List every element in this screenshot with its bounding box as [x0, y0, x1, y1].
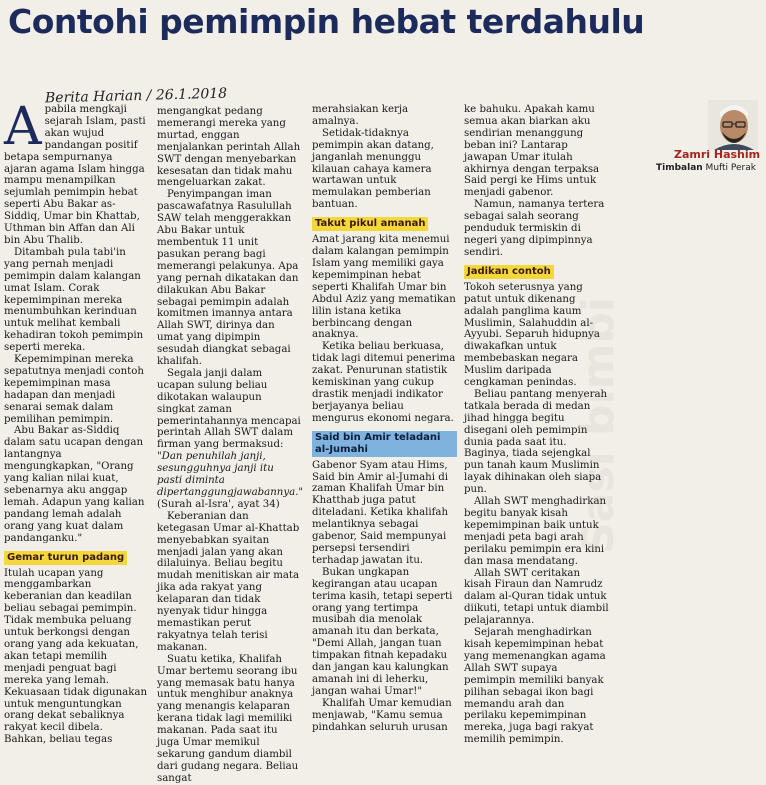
paragraph: Suatu ketika, Khalifah Umar bertemu seorang ibu yang memasak batu hanya untuk menghibur anaknya yang menangis kelaparan kerana tidak lagi memiliki makanan. Pada saat itu juga Umar memikul sekarung gandum diambil dari gudang negara. Beliau sangat	[157, 653, 299, 784]
column-4	[464, 104, 610, 746]
author-box	[616, 100, 762, 173]
paragraph: Bukan ungkapan kegirangan atau ucapan terima kasih, tetapi seperti orang yang tertimpa musibah dia menolak amanah itu dan berkata, "Demi Allah, jangan tuan timpakan fitnah kepadaku dan jangan kau kalungkan amanah ini di leherku, jangan wahai Umar!"	[312, 566, 453, 697]
dropcap: A	[4, 97, 42, 157]
paragraph: ke bahuku. Apakah kamu semua akan biarkan aku sendirian menanggung beban ini? Lantarap jawapan Umar itulah akhirnya dengan terpaksa Said pergi ke Hims untuk menjadi gabenor.	[464, 104, 600, 199]
subheading-takut-pikul-amanah: Takut pikul amanah	[312, 217, 428, 231]
paragraph	[157, 368, 302, 511]
paragraph: Tokoh seterusnya yang patut untuk dikenang adalah panglima kaum Muslimin, Salahuddin al-Ayyubi. Separuh hidupnya diwakafkan untuk membebaskan negara Muslim daripada cengkaman penindas.	[464, 281, 600, 389]
paragraph: mengangkat pedang memerangi mereka yang murtad, enggan menjalankan perintah Allah SWT dengan menyebarkan kesesatan dan tidak mahu mengeluarkan zakat.	[157, 106, 301, 189]
headline: Contohi pemimpin hebat terdahulu	[8, 2, 645, 41]
paragraph: Gabenor Syam atau Hims, Said bin Amir al-Jumahi di zaman Khalifah Umar bin Khatthab juga patut diteladani. Ketika khalifah melantiknya sebagai gabenor, Said mempunyai persepsi tersendiri terhadap jawatan itu.	[312, 459, 449, 566]
paragraph: Allah SWT menghadirkan begitu banyak kisah kepemimpinan baik untuk menjadi peta bagi arah perilaku pemimpin era kini dan masa mendatang.	[464, 496, 607, 567]
author-photo	[708, 100, 758, 150]
intro-text: pabila mengkaji sejarah Islam, pasti akan wujud pandangan positif betapa sempurnanya ajaran agama Islam hingga mampu menampilkan sejumlah pemimpin hebat seperti Abu Bakar as-Siddiq, Umar bin Khattab, Uthman bin Affan dan Ali bin Abu Thalib.	[4, 104, 146, 246]
paragraph: Itulah ucapan yang menggambarkan keberanian dan keadilan beliau sebagai pemimpin. Tidak membuka peluang untuk berkongsi dengan orang yang ada kekuatan, akan tetapi memilih menjadi penguat bagi mereka yang lemah. Kekuasaan tidak digunakan untuk menguntungkan orang dekat sebaliknya rakyat kecil dibela. Bahkan, beliau tegas	[4, 567, 148, 746]
paragraph: Sejarah menghadirkan kisah kepemimpinan hebat yang memenangkan agama Allah SWT supaya pemimpin memiliki banyak pilihan sebagai ikon bagi memandu arah dan perilaku kepemimpinan mereka, juga bagi rakyat memilih pemimpin.	[464, 627, 606, 746]
paragraph: Abu Bakar as-Siddiq dalam satu ucapan dengan lantangnya mengungkapkan, "Orang yang kalian nilai kuat, sebenarnya aku anggap lemah. Adapun yang kalian pandang lemah adalah orang yang kuat dalam pandanganku."	[4, 425, 145, 544]
paragraph: Amat jarang kita menemui dalam kalangan pemimpin Islam yang memiliki gaya kepemimpinan hebat seperti Khalifah Umar bin Abdul Aziz yang mematikan lilin istana ketika berbincang dengan anaknya.	[312, 234, 456, 341]
column-3	[312, 104, 457, 734]
intro-paragraph	[4, 97, 147, 247]
subheading-jadikan-contoh: Jadikan contoh	[464, 265, 554, 279]
paragraph: merahsiakan kerja amalnya.	[312, 104, 409, 127]
handwritten-source-note: Berita Harian / 26.1.2018	[44, 85, 228, 107]
paragraph: Setidak-tidaknya pemimpin akan datang, janganlah menunggu kilauan cahaya kamera wartawan untuk memulakan pemberian bantuan.	[312, 127, 434, 211]
author-title	[656, 163, 756, 173]
author-title-rest: Mufti Perak	[702, 163, 756, 173]
background-watermark	[572, 250, 760, 590]
author-name: Zamri Hashim	[674, 148, 761, 161]
paragraph: Ketika beliau berkuasa, tidak lagi ditemui penerima zakat. Penurunan statistik kemiskinan yang cukup drastik menjadi indikator berjayanya beliau mengurus ekonomi negara.	[312, 341, 456, 424]
column-2	[157, 106, 302, 785]
quote-reference: (Surah al-Isra', ayat 34)	[157, 498, 280, 510]
paragraph-text: Segala janji dalam ucapan sulung beliau dikotakan walaupun singkat zaman pemerintahannya mencapai perintah Allah SWT dalam firman yang bermaksud:	[157, 367, 301, 451]
quran-quote: "Dan penuhilah janji, sesungguhnya janji itu pasti diminta dipertanggungjawabannya."	[157, 451, 304, 498]
paragraph: Beliau pantang menyerah tatkala berada di medan jihad hingga begitu disegani oleh pemimpin dunia pada saat itu. Baginya, tiada sejengkal pun tanah kaum Muslimin layak dihinakan oleh siapa pun.	[464, 388, 608, 496]
column-1	[4, 97, 148, 746]
paragraph: Khalifah Umar kemudian menjawab, "Kamu semua pindahkan seluruh urusan	[312, 697, 452, 733]
subheading-said-bin-amir: Said bin Amir teladani al-Jumahi	[312, 431, 457, 457]
paragraph: Ditambah pula tabi'in yang pernah menjadi pemimpin dalam kalangan umat Islam. Corak kepemimpinan mereka menumbuhkan kerinduan untuk melihat kembali kehadiran tokoh pemimpin seperti mereka.	[4, 246, 144, 354]
author-title-prefix: Timbalan	[656, 163, 703, 173]
paragraph: Keberanian dan ketegasan Umar al-Khattab menyebabkan syaitan menjadi jalan yang akan dilaluinya. Beliau begitu mudah menitiskan air mata jika ada rakyat yang kelaparan dan tidak nyenyak tidur hingga memastikan perut rakyatnya telah terisi makanan.	[157, 510, 300, 653]
paragraph: Penyimpangan iman pascawafatnya Rasulullah SAW telah menggerakkan Abu Bakar untuk membentuk 11 unit pasukan perang bagi memerangi pelakunya. Apa yang pernah dikatakan dan dilakukan Abu Bakar sebagai pemimpin adalah komitmen imannya antara Allah SWT, dirinya dan umat yang dipimpin sesudah diangkat sebagai khalifah.	[157, 189, 299, 368]
paragraph: Allah SWT ceritakan kisah Firaun dan Namrudz dalam al-Quran tidak untuk diikuti, tetapi untuk diambil pelajarannya.	[464, 567, 609, 627]
paragraph: Namun, namanya tertera sebagai salah seorang penduduk termiskin di negeri yang dipimpinnya sendiri.	[464, 199, 605, 258]
paragraph: Kepemimpinan mereka sepatutnya menjadi contoh kepemimpinan masa hadapan dan menjadi senarai semak dalam pemilihan pemimpin.	[4, 354, 144, 425]
watermark-text: Sasi bimbi	[572, 297, 624, 554]
subheading-gemar-turun-padang: Gemar turun padang	[4, 551, 127, 565]
